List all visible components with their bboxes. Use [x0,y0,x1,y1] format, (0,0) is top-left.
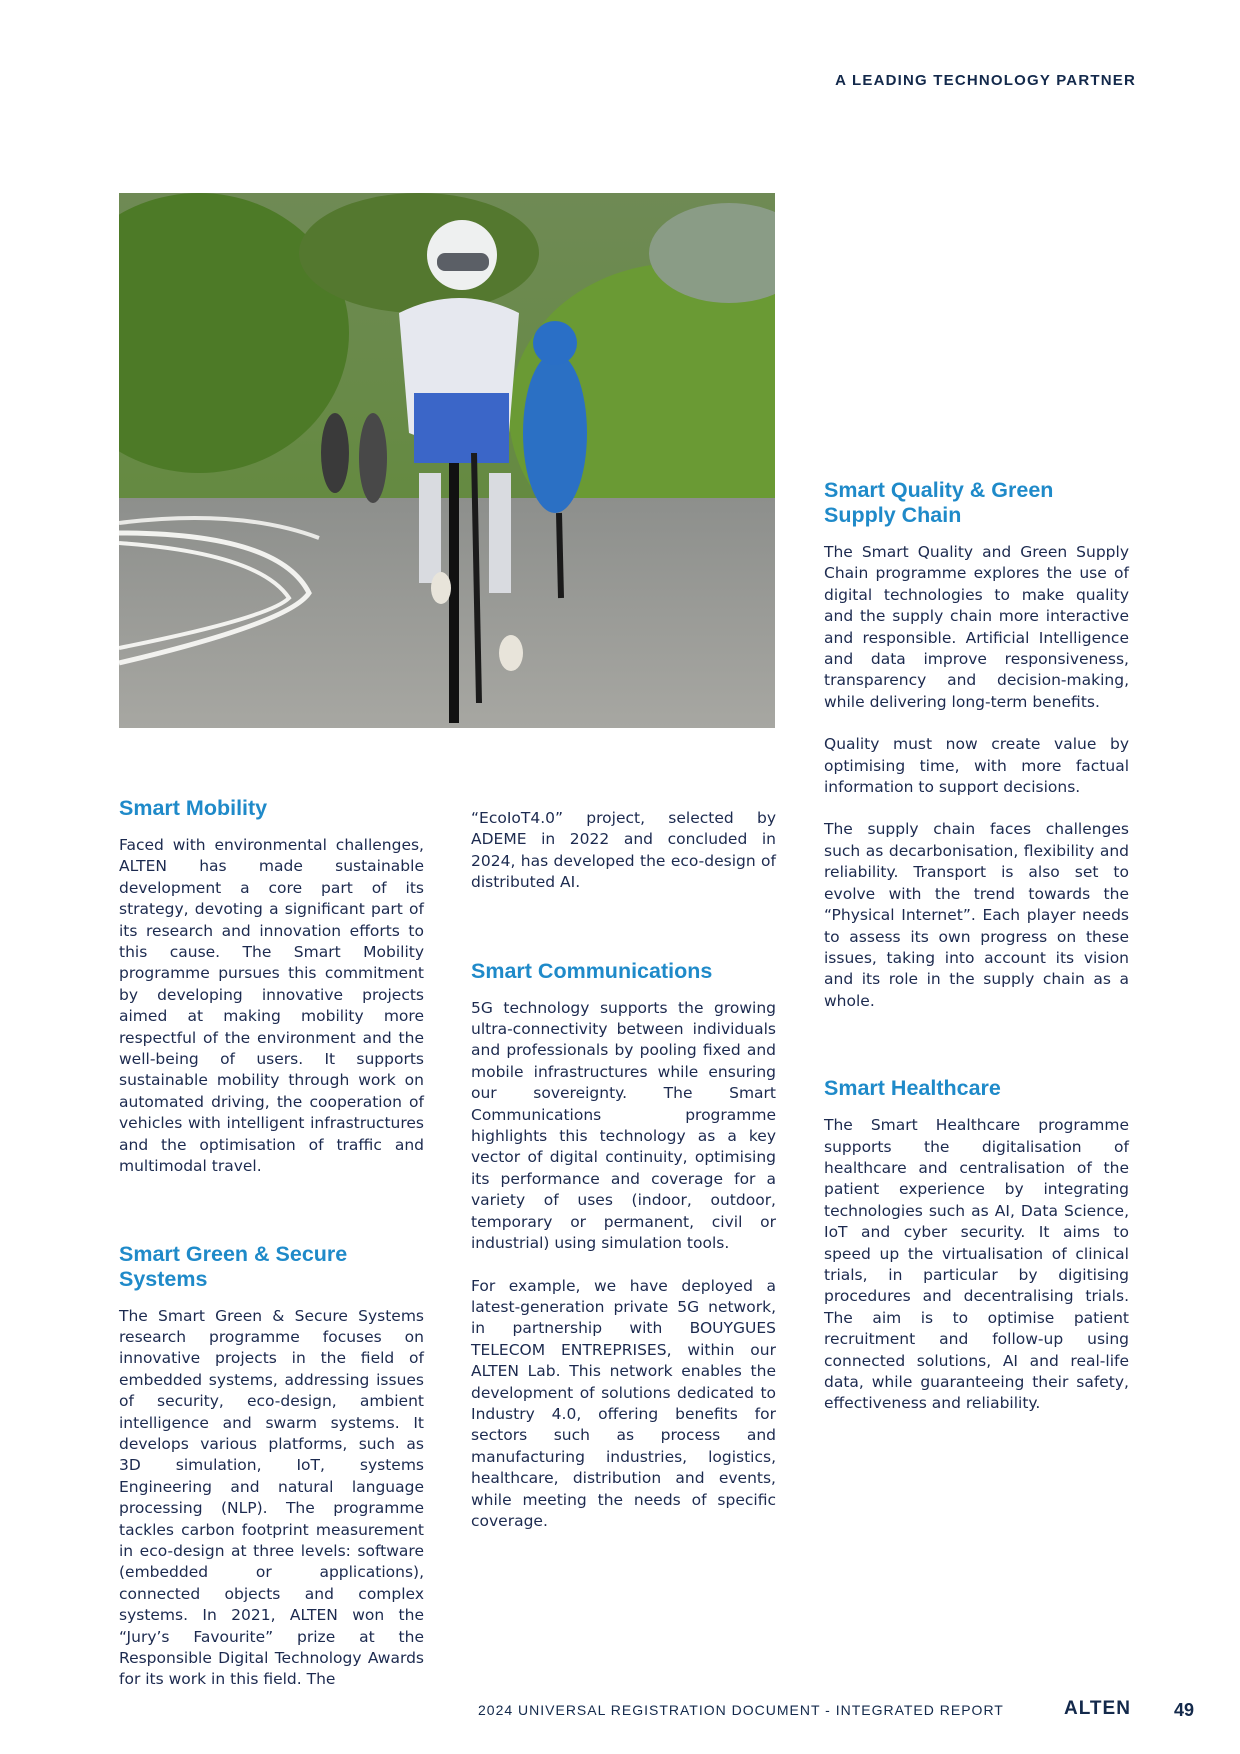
smart-green-secure-continuation: “EcoIoT4.0” project, selected by ADEME in 2022 and concluded in 2024, has developed the eco-design of distributed AI. [471,809,776,892]
smart-healthcare-body: The Smart Healthcare programme supports the digitalisation of healthcare and centralisation of the patient experience by integrating technologies such as AI, Data Science, IoT and cyber security. It aims to speed up the virtualisation of clinical trials, in particular by digitising procedures and decentralising trials. The aim is to optimise patient recruitment and follow-up using connected solutions, AI and real-life data, while guaranteeing their safety, effectiveness and reliability. [824,1116,1129,1413]
cyclists-photo [119,193,775,728]
footer-document-title: 2024 UNIVERSAL REGISTRATION DOCUMENT - INTEGRATED REPORT [478,1702,1004,1718]
smart-communications-title: Smart Communications [471,958,713,983]
smart-mobility-title: Smart Mobility [119,796,268,820]
page-number: 49 [1174,1700,1195,1720]
smart-quality-title: Smart Quality & Green Supply Chain [824,478,1054,527]
column-middle [471,808,776,1553]
running-header: A LEADING TECHNOLOGY PARTNER [835,72,1136,89]
column-left [119,796,424,1712]
smart-quality-body-3: The supply chain faces challenges such as decarbonisation, flexibility and reliability. Transport is also set to evolve with the trend towards the “Physical Internet”. Each player needs to assess its own progress on these issues, taking into account its vision and its role in the supply chain as a whole. [824,820,1129,1010]
smart-quality-body-1: The Smart Quality and Green Supply Chain programme explores the use of digital technologies to make quality and the supply chain more interactive and responsible. Artificial Intelligence and data improve responsiveness, transparency and decision-making, while delivering long-term benefits. [824,543,1129,711]
smart-communications-body-2: For example, we have deployed a latest-generation private 5G network, in partnership with BOUYGUES TELECOM ENTREPRISES, within our ALTEN Lab. This network enables the development of solutions dedicated to Industry 4.0, offering benefits for sectors such as process and manufacturing industries, logistics, healthcare, distribution and events, while meeting the needs of specific coverage. [471,1276,776,1530]
column-right [824,478,1129,1436]
footer-brand-logo: ALTEN [1064,1698,1131,1719]
smart-healthcare-title: Smart Healthcare [824,1076,1001,1101]
smart-mobility-body: Faced with environmental challenges, ALTEN has made sustainable development a core part of its strategy, devoting a significant part of its research and innovation efforts to this cause. The Smart Mobility programme pursues this commitment by developing innovative projects aimed at making mobility more respectful of the environment and the well-being of users. It supports sustainable mobility through work on automated driving, the cooperation of vehicles with intelligent infrastructures and the optimisation of traffic and multimodal travel. [119,836,424,1176]
smart-green-secure-title: Smart Green & Secure Systems [119,1241,348,1291]
smart-green-secure-body: The Smart Green & Secure Systems research programme focuses on innovative projects in the field of embedded systems, addressing issues of security, eco-design, ambient intelligence and swarm systems. It develops various platforms, such as 3D simulation, IoT, systems Engineering and natural language processing (NLP). The programme tackles carbon footprint measurement in eco-design at three levels: software (embedded or applications), connected objects and complex systems. In 2021, ALTEN won the “Jury’s Favourite” prize at the Responsible Digital Technology Awards for its work in this field. The [119,1306,424,1689]
smart-quality-body-2: Quality must now create value by optimising time, with more factual information to support decisions. [824,735,1129,797]
smart-communications-body-1: 5G technology supports the growing ultra-connectivity between individuals and professionals by pooling fixed and mobile infrastructures while ensuring our sovereignty. The Smart Communications programme highlights this technology as a key vector of digital continuity, optimising its performance and coverage for a variety of uses (indoor, outdoor, temporary or permanent, civil or industrial) using simulation tools. [471,998,776,1253]
